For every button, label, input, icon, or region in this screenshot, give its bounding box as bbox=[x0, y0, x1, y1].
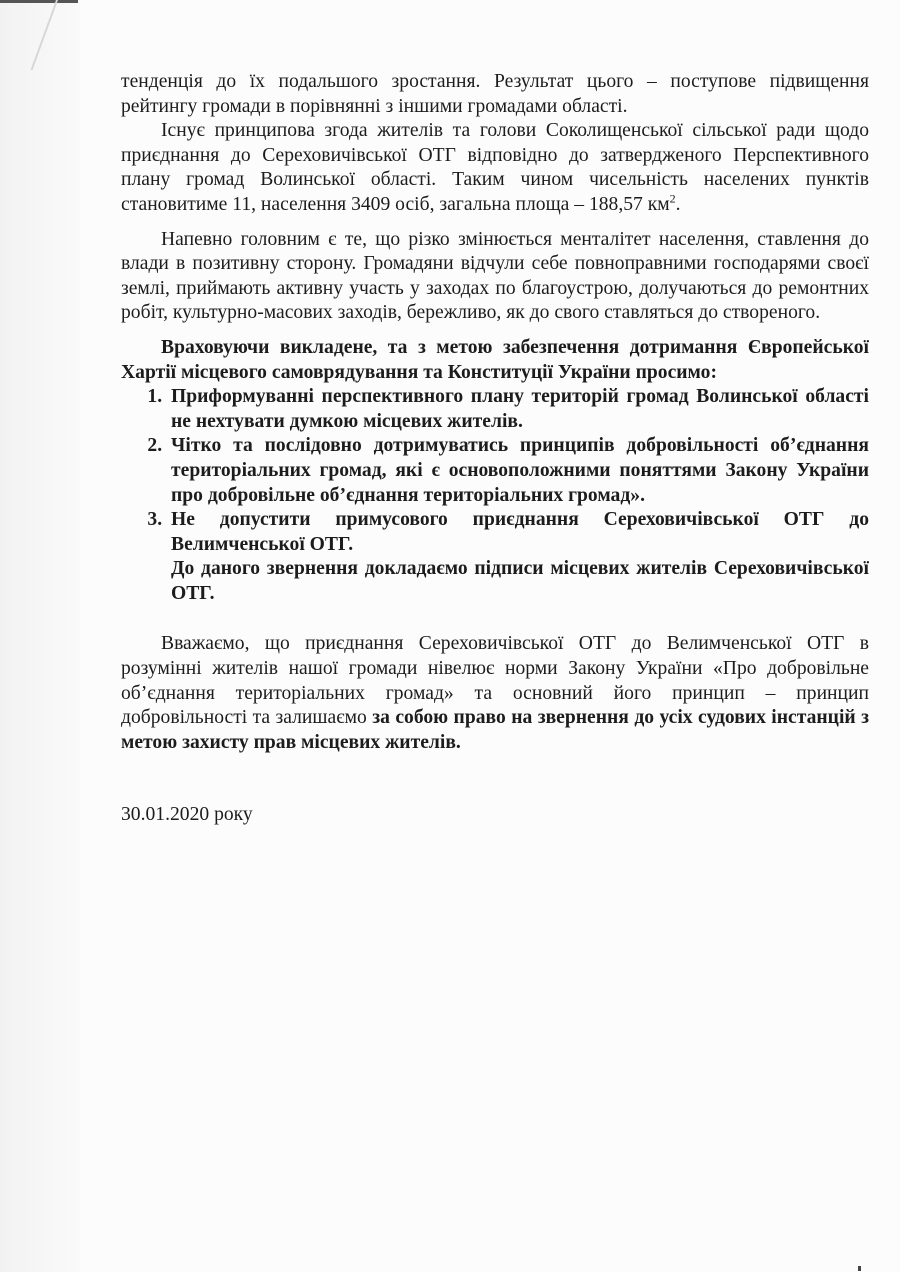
document-page bbox=[121, 70, 869, 828]
scan-dot-mark bbox=[858, 1266, 861, 1271]
request-item: 3. Не допустити примусового приєднання Сереховичівської ОТГ до Велимченської ОТГ. bbox=[167, 508, 869, 557]
document-date: 30.01.2020 року bbox=[121, 804, 253, 826]
scan-margin-shadow bbox=[0, 0, 80, 1272]
request-item: 2. Чітко та послідовно дотримуватись принципів добровільності об’єднання територіальних громад, які є основоположними поняттями Закону України про добровільне об’єднання територіальних громад». bbox=[167, 434, 869, 508]
attachment-note: До даного звернення докладаємо підписи місцевих жителів Сереховичівської ОТГ. bbox=[171, 558, 869, 604]
area-unit-superscript: 2 bbox=[669, 191, 676, 206]
requests-list bbox=[121, 385, 869, 557]
scan-edge-mark bbox=[0, 0, 78, 3]
agreement-text: Існує принципова згода жителів та голови Соколищенської сільської ради щодо приєднання до Сереховичівської ОТГ відповідно до затвердженого Перспективного плану громад Волинської області. Таким чином чисельність населених пунктів становитиме 11, населення 3409 осіб, загальна площа – 188,57 км bbox=[121, 120, 869, 215]
conclusion-bold-text: за собою право на звернення до усіх судових інстанцій з метою захисту прав місцевих жителів. bbox=[121, 707, 870, 753]
paragraph-trend: тенденція до їх подальшого зростання. Результат цього – поступове підвищення рейтингу громади в порівнянні з іншими громадами області. bbox=[121, 71, 869, 117]
request-item: 1. Приформуванні перспективного плану територій громад Волинської області не нехтувати думкою місцевих жителів. bbox=[167, 385, 869, 434]
paragraph-conclusion bbox=[121, 632, 869, 755]
paragraph-agreement bbox=[121, 119, 869, 217]
paragraph-mentality: Напевно головним є те, що різко змінюється менталітет населення, ставлення до влади в позитивну сторону. Громадяни відчули себе повноправними господарями своєї землі, приймають активну участь у заходах по благоустрою, долучаються до ремонтних робіт, культурно-масових заходів, бережливо, як до свого ставляться до створеного. bbox=[121, 228, 869, 324]
agreement-period: . bbox=[675, 193, 681, 215]
request-intro: Враховуючи викладене, та з метою забезпечення дотримання Європейської Хартії місцевого самоврядування та Конституції України просимо: bbox=[121, 336, 869, 383]
conclusion-text: Вважаємо, що приєднання Сереховичівської ОТГ до Велимченської ОТГ в розумінні жителів нашої громади нівелює норми Закону України «Про добровільне об’єднання територіальних громад» та основний його принцип – принцип добровільності та залишаємо bbox=[121, 633, 869, 729]
